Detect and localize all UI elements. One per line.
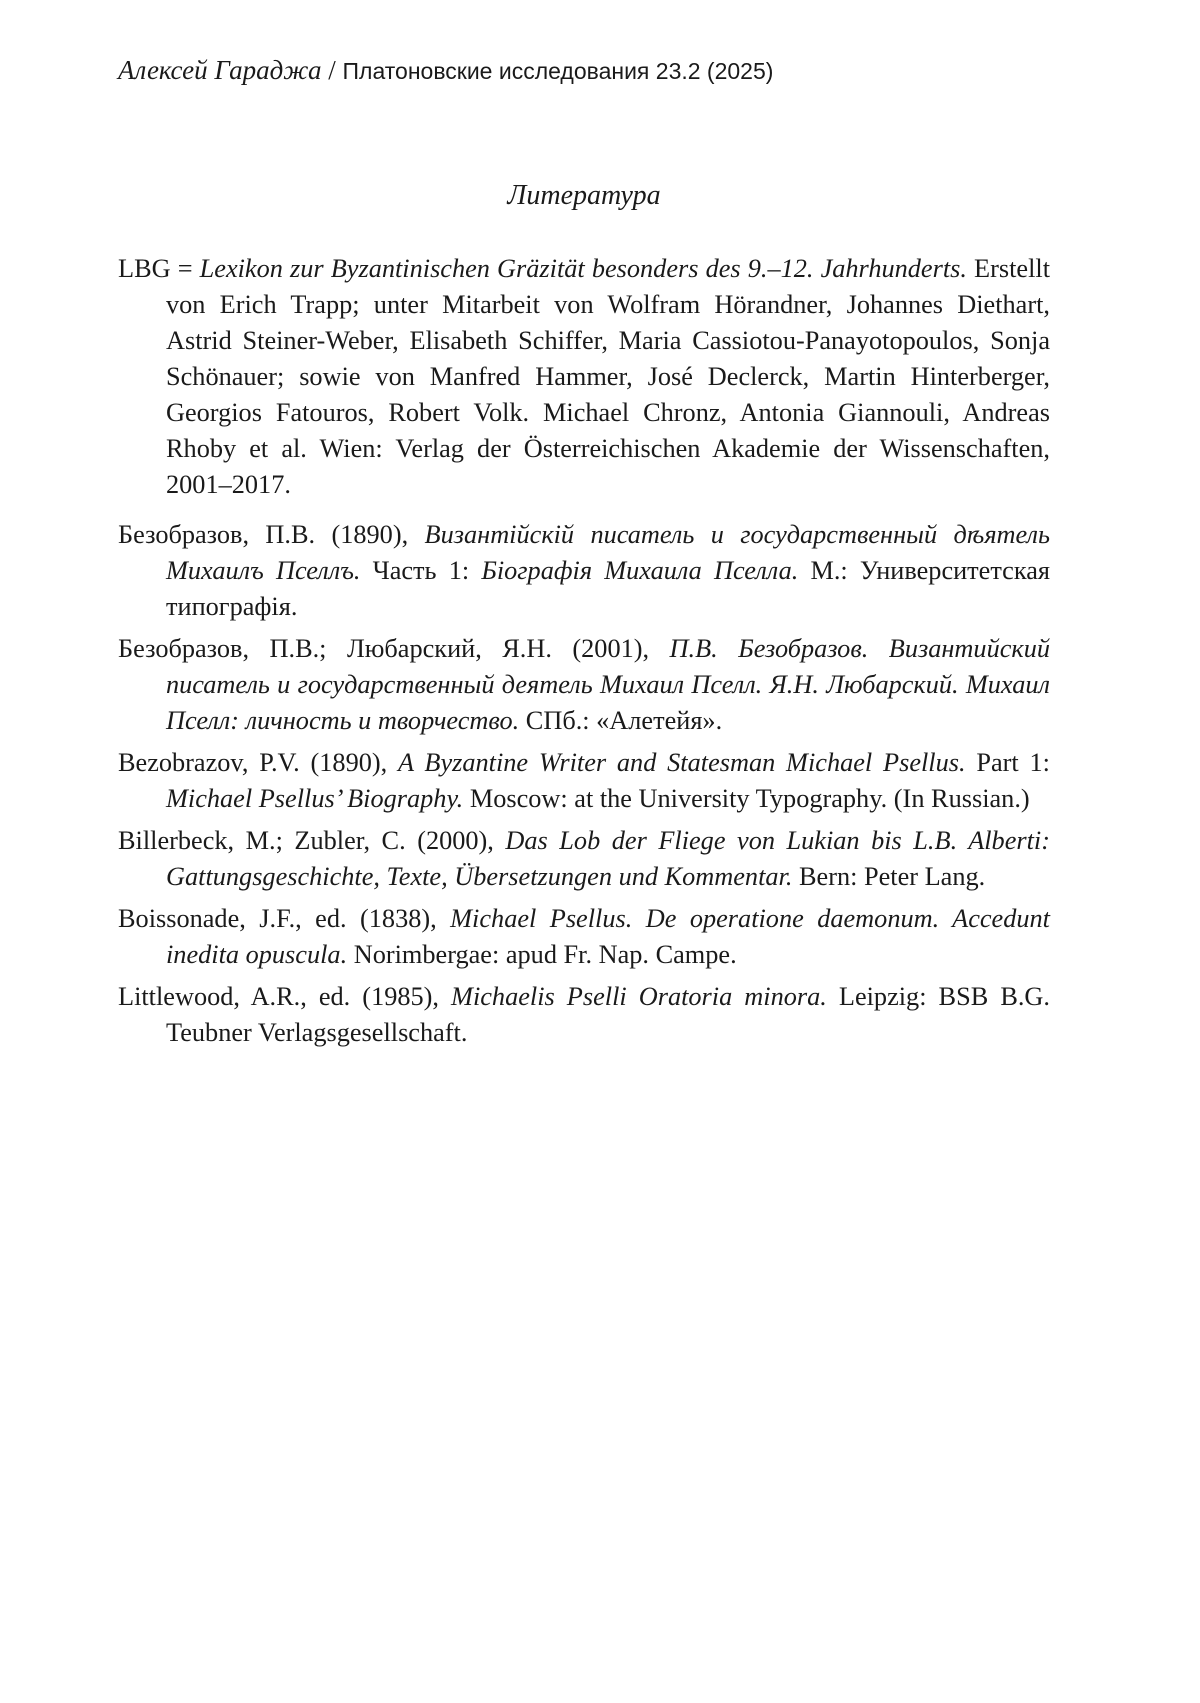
reference-mid: Часть 1: xyxy=(360,556,482,585)
reference-entry-littlewood xyxy=(118,979,1050,1051)
reference-title: Византiйскiй писатель и государственный дѣятель Михаилъ Пселлъ. xyxy=(166,520,1050,585)
reference-entry-bezobrazov-lyubarsky-2001 xyxy=(118,631,1050,739)
reference-subtitle: Бiографiя Михаила Пселла. xyxy=(481,556,799,585)
section-title: Литература xyxy=(507,180,661,211)
reference-rest: М.: Университетская типографiя. xyxy=(166,556,1050,621)
reference-rest: Leipzig: BSB B.G. Teubner Verlagsgesellschaft. xyxy=(166,982,1050,1047)
reference-lead: Безобразов, П.В. (1890), xyxy=(118,520,425,549)
reference-lead: Littlewood, A.R., ed. (1985), xyxy=(118,982,452,1011)
reference-rest: Moscow: at the University Typography. (In Russian.) xyxy=(463,784,1030,813)
running-head xyxy=(118,52,773,89)
reference-lead: Bezobrazov, P.V. (1890), xyxy=(118,748,398,777)
reference-rest: Bern: Peter Lang. xyxy=(792,862,986,891)
reference-title: A Byzantine Writer and Statesman Michael Psellus. xyxy=(398,748,966,777)
reference-rest: Norimbergae: apud Fr. Nap. Campe. xyxy=(347,940,737,969)
header-separator: / xyxy=(321,55,343,85)
reference-entry-bezobrazov-1890-en xyxy=(118,745,1050,817)
reference-entry-billerbeck-zubler xyxy=(118,823,1050,895)
reference-lead: Boissonade, J.F., ed. (1838), xyxy=(118,904,451,933)
header-journal: Платоновские исследования 23.2 (2025) xyxy=(342,58,774,84)
reference-subtitle: Michael Psellus’ Biography. xyxy=(166,784,464,813)
reference-title: Lexikon zur Byzantinischen Gräzität besonders des 9.–12. Jahrhunderts. xyxy=(199,254,967,283)
reference-title: Michael Psellus. De operatione daemonum. Accedunt inedita opuscula. xyxy=(166,904,1050,969)
reference-rest: Erstellt von Erich Trapp; unter Mitarbeit von Wolfram Hörandner, Johannes Diethart, Astrid Steiner-Weber, Elisabeth Schiffer, Maria Cassiotou-Panayotopoulos, Sonja Schönauer; sowie von Manfred Hammer, José Declerck, Martin Hinterberger, Georgios Fatouros, Robert Volk. Michael Chronz, Antonia Giannouli, Andreas Rhoby et al. Wien: Verlag der Österreichischen Akademie der Wissenschaften, 2001–2017. xyxy=(166,254,1050,499)
reference-title: Das Lob der Fliege von Lukian bis L.B. Alberti: Gattungsgeschichte, Texte, Übersetzungen und Kommentar. xyxy=(166,826,1050,891)
reference-list xyxy=(118,251,1050,1057)
reference-rest: СПб.: «Алетейя». xyxy=(519,706,723,735)
reference-mid: Part 1: xyxy=(965,748,1050,777)
header-author: Алексей Гараджа xyxy=(118,55,322,85)
reference-title: Michaelis Pselli Oratoria minora. xyxy=(451,982,827,1011)
reference-entry-boissonade xyxy=(118,901,1050,973)
reference-entry-bezobrazov-1890-ru xyxy=(118,517,1050,625)
reference-lead: Безобразов, П.В.; Любарский, Я.Н. (2001), xyxy=(118,634,670,663)
reference-entry-lbg xyxy=(118,251,1050,503)
reference-lead: LBG = xyxy=(118,254,200,283)
reference-title: П.В. Безобразов. Византийский писатель и государственный деятель Михаил Пселл. Я.Н. Любарский. Михаил Пселл: личность и творчество. xyxy=(166,634,1050,735)
reference-lead: Billerbeck, M.; Zubler, C. (2000), xyxy=(118,826,506,855)
